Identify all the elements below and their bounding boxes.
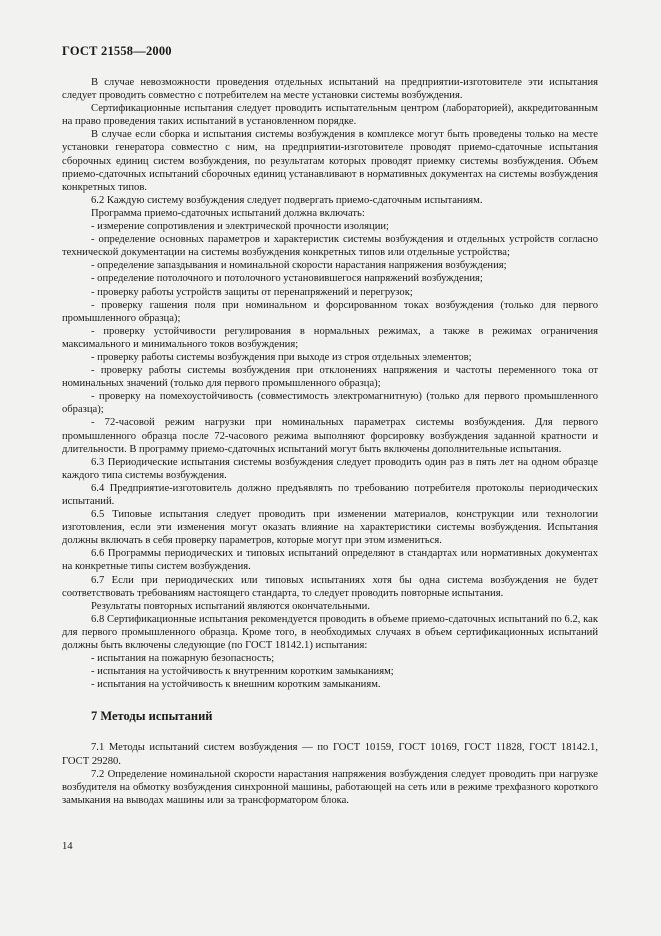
paragraph: 6.5 Типовые испытания следует проводить при изменении материалов, конструкции или технологии изготовления, если эти изменения могут оказать влияние на характеристики системы возбуждения. Испытания должны включать в себя проверку параметров, которые могут при этом измениться.	[62, 509, 598, 547]
list-item: - проверку работы устройств защиты от перенапряжений и перегрузок;	[91, 286, 413, 298]
paragraph: 7.2 Определение номинальной скорости нарастания напряжения возбуждения следует проводить при нагрузке возбудителя на обмотку возбуждения синхронной машины, работающей на сеть или в режиме трехфазного короткого замыкания на выводах машины или за трансформатором блока.	[62, 768, 598, 806]
paragraph: Результаты повторных испытаний являются окончательными.	[91, 600, 371, 612]
paragraph: 7.1 Методы испытаний систем возбуждения — по ГОСТ 10159, ГОСТ 10169, ГОСТ 11828, ГОСТ 18142.1, ГОСТ 29280.	[62, 742, 598, 767]
paragraph: 6.3 Периодические испытания системы возбуждения следует проводить один раз в пять лет на одном образце каждого типа системы возбуждения.	[62, 456, 598, 481]
document-header: ГОСТ 21558—2000	[62, 44, 172, 58]
list-item: - испытания на пожарную безопасность;	[91, 653, 275, 665]
list-item: - определение потолочного и потолочного установившегося напряжений возбуждения;	[91, 273, 483, 285]
paragraph: 6.8 Сертификационные испытания рекомендуется проводить в объеме приемо-сдаточных испытаний по 6.2, как для первого промышленного образца. Кроме того, в необходимых случаях в объем сертификационных испытаний должны быть включены следующие (по ГОСТ 18142.1) испытания:	[62, 613, 598, 652]
list-item: - испытания на устойчивость к внутренним коротким замыканиям;	[91, 666, 394, 678]
paragraph: В случае невозможности проведения отдельных испытаний на предприятии-изготовителе эти испытания следует проводить совместно с потребителем на месте установки системы возбуждения.	[62, 77, 598, 102]
paragraph: 6.4 Предприятие-изготовитель должно предъявлять по требованию потребителя протоколы периодических испытаний.	[62, 482, 598, 507]
list-item: - 72-часовой режим нагрузки при номинальных параметрах системы возбуждения. Для первого промышленного образца после 72-часового режима выполняют форсировку возбуждения заданной кратности и длительности. В программу приемо-сдаточных испытаний могут быть включены дополнительные испытания.	[62, 417, 598, 455]
paragraph: Сертификационные испытания следует проводить испытательным центром (лабораторией), аккредитованным на право проведения таких испытаний в установленном порядке.	[62, 103, 598, 128]
list-item: - проверку работы системы возбуждения при выходе из строя отдельных элементов;	[91, 351, 472, 363]
paragraph: Программа приемо-сдаточных испытаний должна включать:	[91, 207, 365, 219]
section-heading: 7 Методы испытаний	[91, 709, 213, 724]
list-item: - проверку работы системы возбуждения при отклонениях напряжения и частоты переменного тока от номинальных значений (только для первого промышленного образца);	[62, 365, 598, 390]
document-body	[62, 76, 598, 807]
list-item: - измерение сопротивления и электрической прочности изоляции;	[91, 221, 389, 233]
list-item: - испытания на устойчивость к внешним коротким замыканиям.	[91, 679, 381, 691]
list-item: - проверку гашения поля при номинальном и форсированном токах возбуждения (только для первого промышленного образца);	[62, 299, 598, 324]
paragraph: 6.6 Программы периодических и типовых испытаний определяют в стандартах или нормативных документах на конкретные типы систем возбуждения.	[62, 548, 598, 573]
paragraph: 6.2 Каждую систему возбуждения следует подвергать приемо-сдаточным испытаниям.	[91, 194, 483, 206]
list-item: - проверку устойчивости регулирования в нормальных режимах, а также в режимах ограничения максимального и минимального токов возбуждения;	[62, 325, 598, 350]
paragraph: 6.7 Если при периодических или типовых испытаниях хотя бы одна система возбуждения не будет соответствовать требованиям настоящего стандарта, то следует проводить повторные испытания.	[62, 574, 598, 599]
list-item: - проверку на помехоустойчивость (совместимость электромагнитную) (только для первого промышленного образца);	[62, 391, 598, 416]
page-number: 14	[62, 841, 73, 852]
list-item: - определение основных параметров и характеристик системы возбуждения и отдельных устройств согласно технической документации на системы возбуждения конкретных типов или отдельные устройства;	[62, 234, 598, 259]
paragraph: В случае если сборка и испытания системы возбуждения в комплексе могут быть проведены только на месте установки генератора совместно с ним, на предприятии-изготовителе проводят приемо-сдаточные испытания сборочных единиц систем возбуждения, по результатам которых проводят приемку системы возбуждения. Объем приемо-сдаточных испытаний сборочных единиц устанавливают в нормативных документах на системы возбуждения конкретных типов.	[62, 129, 598, 193]
list-item: - определение запаздывания и номинальной скорости нарастания напряжения возбуждения;	[91, 260, 507, 272]
